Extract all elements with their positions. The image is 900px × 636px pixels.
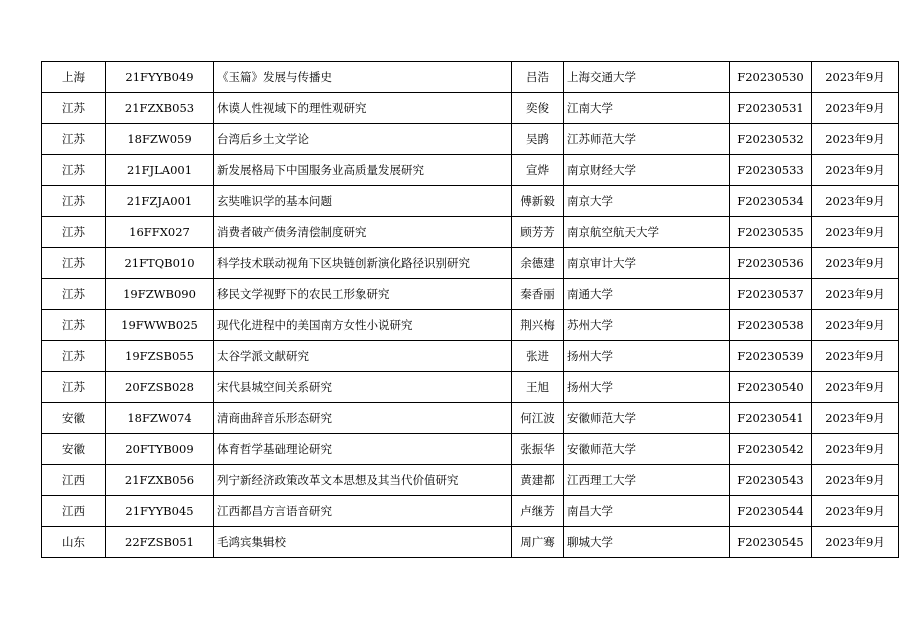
province-cell: 江苏: [42, 372, 106, 403]
table-row: [42, 124, 899, 155]
certificate-number-cell: F20230545: [730, 527, 812, 558]
institution-cell: 南京大学: [564, 186, 730, 217]
project-title-cell: 《玉篇》发展与传播史: [214, 62, 512, 93]
province-cell: 江苏: [42, 248, 106, 279]
table-row: [42, 186, 899, 217]
province-cell: 江苏: [42, 124, 106, 155]
table-row: [42, 279, 899, 310]
institution-cell: 江南大学: [564, 93, 730, 124]
certificate-number-cell: F20230538: [730, 310, 812, 341]
date-cell: 2023年9月: [812, 496, 899, 527]
project-code-cell: 19FZSB055: [106, 341, 214, 372]
project-code-cell: 19FZWB090: [106, 279, 214, 310]
institution-cell: 安徽师范大学: [564, 403, 730, 434]
project-title-cell: 毛鸿宾集辑校: [214, 527, 512, 558]
certificate-number-cell: F20230540: [730, 372, 812, 403]
project-title-cell: 宋代县城空间关系研究: [214, 372, 512, 403]
province-cell: 上海: [42, 62, 106, 93]
table-row: [42, 155, 899, 186]
institution-cell: 南通大学: [564, 279, 730, 310]
author-cell: 荆兴梅: [512, 310, 564, 341]
province-cell: 江苏: [42, 341, 106, 372]
table-row: [42, 310, 899, 341]
author-cell: 吴鹍: [512, 124, 564, 155]
certificate-number-cell: F20230541: [730, 403, 812, 434]
table-row: [42, 434, 899, 465]
date-cell: 2023年9月: [812, 527, 899, 558]
project-title-cell: 台湾后乡土文学论: [214, 124, 512, 155]
certificate-number-cell: F20230533: [730, 155, 812, 186]
certificate-number-cell: F20230543: [730, 465, 812, 496]
certificate-number-cell: F20230534: [730, 186, 812, 217]
project-code-cell: 19FWWB025: [106, 310, 214, 341]
province-cell: 江西: [42, 496, 106, 527]
institution-cell: 聊城大学: [564, 527, 730, 558]
institution-cell: 江苏师范大学: [564, 124, 730, 155]
date-cell: 2023年9月: [812, 62, 899, 93]
project-code-cell: 16FFX027: [106, 217, 214, 248]
date-cell: 2023年9月: [812, 93, 899, 124]
table-row: [42, 217, 899, 248]
project-title-cell: 休谟人性视域下的理性观研究: [214, 93, 512, 124]
project-code-cell: 20FZSB028: [106, 372, 214, 403]
province-cell: 江苏: [42, 186, 106, 217]
institution-cell: 南京航空航天大学: [564, 217, 730, 248]
certificate-number-cell: F20230539: [730, 341, 812, 372]
institution-cell: 苏州大学: [564, 310, 730, 341]
project-title-cell: 清商曲辞音乐形态研究: [214, 403, 512, 434]
table-row: [42, 248, 899, 279]
certificate-number-cell: F20230532: [730, 124, 812, 155]
table-row: [42, 527, 899, 558]
institution-cell: 江西理工大学: [564, 465, 730, 496]
project-title-cell: 新发展格局下中国服务业高质量发展研究: [214, 155, 512, 186]
table-row: [42, 496, 899, 527]
author-cell: 顾芳芳: [512, 217, 564, 248]
author-cell: 黄建都: [512, 465, 564, 496]
table-row: [42, 372, 899, 403]
institution-cell: 扬州大学: [564, 341, 730, 372]
project-code-cell: 21FZXB053: [106, 93, 214, 124]
author-cell: 余德建: [512, 248, 564, 279]
project-code-cell: 21FYYB045: [106, 496, 214, 527]
author-cell: 卢继芳: [512, 496, 564, 527]
project-code-cell: 18FZW074: [106, 403, 214, 434]
table-row: [42, 93, 899, 124]
project-title-cell: 消费者破产债务清偿制度研究: [214, 217, 512, 248]
author-cell: 何江波: [512, 403, 564, 434]
certificate-number-cell: F20230542: [730, 434, 812, 465]
author-cell: 吕浩: [512, 62, 564, 93]
results-table: [41, 61, 899, 558]
province-cell: 江苏: [42, 279, 106, 310]
author-cell: 周广骞: [512, 527, 564, 558]
project-title-cell: 江西都昌方言语音研究: [214, 496, 512, 527]
institution-cell: 扬州大学: [564, 372, 730, 403]
author-cell: 王旭: [512, 372, 564, 403]
project-title-cell: 体育哲学基础理论研究: [214, 434, 512, 465]
table-row: [42, 341, 899, 372]
project-title-cell: 太谷学派文献研究: [214, 341, 512, 372]
project-title-cell: 现代化进程中的美国南方女性小说研究: [214, 310, 512, 341]
project-title-cell: 移民文学视野下的农民工形象研究: [214, 279, 512, 310]
project-code-cell: 20FTYB009: [106, 434, 214, 465]
author-cell: 宣烨: [512, 155, 564, 186]
date-cell: 2023年9月: [812, 310, 899, 341]
date-cell: 2023年9月: [812, 217, 899, 248]
province-cell: 江苏: [42, 155, 106, 186]
table-body: [42, 62, 899, 558]
province-cell: 安徽: [42, 434, 106, 465]
author-cell: 傅新毅: [512, 186, 564, 217]
institution-cell: 安徽师范大学: [564, 434, 730, 465]
project-title-cell: 玄奘唯识学的基本问题: [214, 186, 512, 217]
author-cell: 秦香丽: [512, 279, 564, 310]
project-code-cell: 21FYYB049: [106, 62, 214, 93]
institution-cell: 南昌大学: [564, 496, 730, 527]
date-cell: 2023年9月: [812, 434, 899, 465]
project-code-cell: 22FZSB051: [106, 527, 214, 558]
author-cell: 奕俊: [512, 93, 564, 124]
project-title-cell: 列宁新经济政策改革文本思想及其当代价值研究: [214, 465, 512, 496]
table-row: [42, 403, 899, 434]
date-cell: 2023年9月: [812, 465, 899, 496]
project-title-cell: 科学技术联动视角下区块链创新演化路径识别研究: [214, 248, 512, 279]
certificate-number-cell: F20230531: [730, 93, 812, 124]
certificate-number-cell: F20230535: [730, 217, 812, 248]
date-cell: 2023年9月: [812, 248, 899, 279]
certificate-number-cell: F20230536: [730, 248, 812, 279]
author-cell: 张振华: [512, 434, 564, 465]
project-code-cell: 21FJLA001: [106, 155, 214, 186]
date-cell: 2023年9月: [812, 124, 899, 155]
certificate-number-cell: F20230537: [730, 279, 812, 310]
certificate-number-cell: F20230530: [730, 62, 812, 93]
date-cell: 2023年9月: [812, 403, 899, 434]
institution-cell: 南京财经大学: [564, 155, 730, 186]
institution-cell: 南京审计大学: [564, 248, 730, 279]
date-cell: 2023年9月: [812, 155, 899, 186]
date-cell: 2023年9月: [812, 186, 899, 217]
date-cell: 2023年9月: [812, 279, 899, 310]
province-cell: 山东: [42, 527, 106, 558]
institution-cell: 上海交通大学: [564, 62, 730, 93]
author-cell: 张进: [512, 341, 564, 372]
province-cell: 江西: [42, 465, 106, 496]
project-code-cell: 18FZW059: [106, 124, 214, 155]
province-cell: 江苏: [42, 93, 106, 124]
table-row: [42, 465, 899, 496]
date-cell: 2023年9月: [812, 341, 899, 372]
province-cell: 江苏: [42, 310, 106, 341]
project-code-cell: 21FZXB056: [106, 465, 214, 496]
province-cell: 江苏: [42, 217, 106, 248]
project-code-cell: 21FZJA001: [106, 186, 214, 217]
date-cell: 2023年9月: [812, 372, 899, 403]
province-cell: 安徽: [42, 403, 106, 434]
project-code-cell: 21FTQB010: [106, 248, 214, 279]
certificate-number-cell: F20230544: [730, 496, 812, 527]
table-row: [42, 62, 899, 93]
